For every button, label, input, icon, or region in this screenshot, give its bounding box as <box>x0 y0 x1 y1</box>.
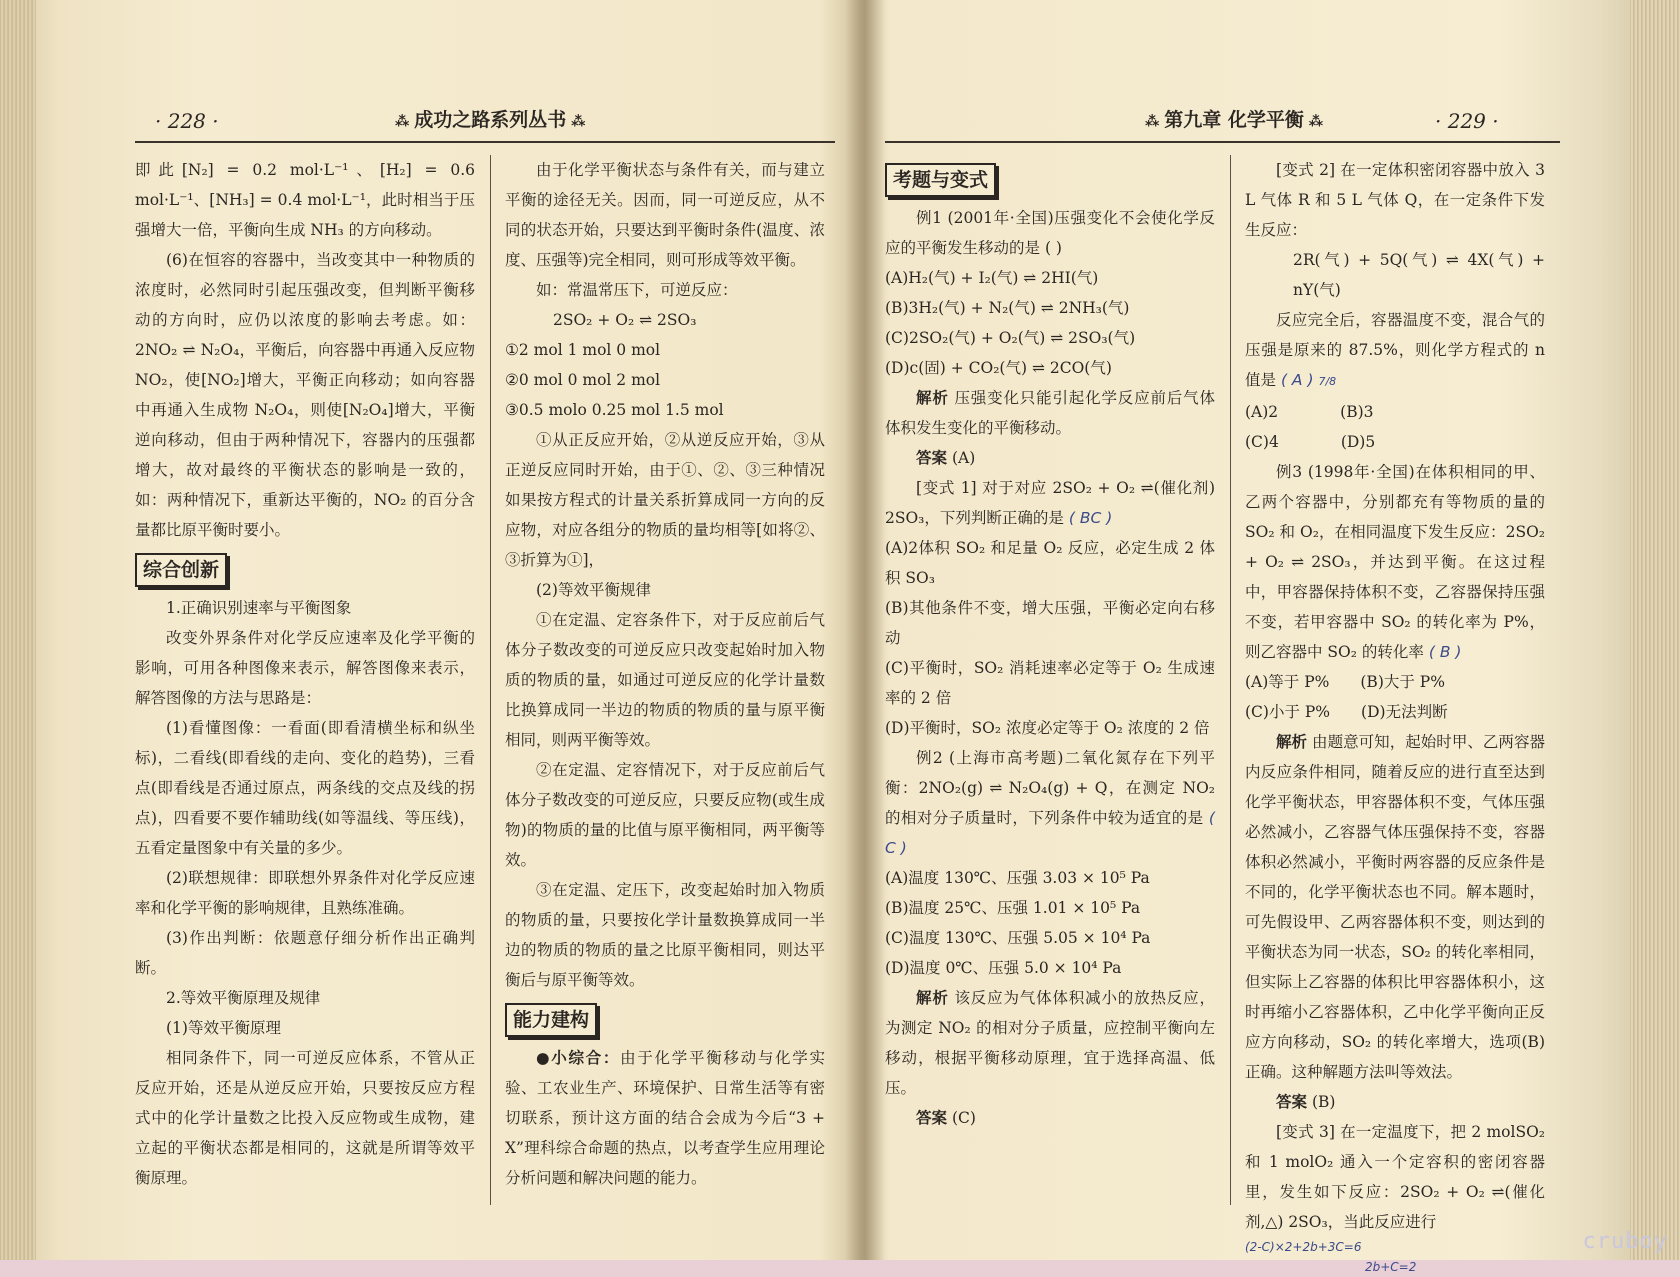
analysis <box>885 383 1215 443</box>
paragraph: 改变外界条件对化学反应速率及化学平衡的影响，可用各种图像来表示，解答图像来表示，解答图像的方法与思路是： <box>135 629 475 707</box>
variant-question <box>885 473 1215 533</box>
left-column-1 <box>135 155 475 1193</box>
paragraph: 相同条件下，同一可逆反应体系，不管从正反应开始，还是从逆反应开始，只要按反应方程式中的化学计量数之比投入反应物或生成物，建立起的平衡状态都是相同的，这就是所谓等效平衡原理。 <box>135 1049 475 1187</box>
triangle-icon: ⁂ <box>566 114 586 130</box>
book-right-edge <box>1630 0 1680 1260</box>
option: (A)温度 130℃、压强 3.03 × 10⁵ Pa <box>885 869 1150 887</box>
right-page-number: · 229 · <box>1435 109 1499 133</box>
left-header-title <box>395 105 585 132</box>
subheading: (2)等效平衡规律 <box>536 581 651 599</box>
option: (A)H₂(气) + I₂(气) ⇌ 2HI(气) <box>885 269 1099 287</box>
question-text: 例3 (1998年·全国)在体积相同的甲、乙两个容器中，分别都充有等物质的量的 SO₂ 和 O₂，在相同温度下发生反应：2SO₂ + O₂ ⇌ 2SO₃，并达到平衡。在这过程中，甲容器保持体积不变，乙容器保持压强不变，若甲容器中 SO₂ 的转化率为 P%，则乙容器中 SO₂ 的转化率 <box>1245 463 1545 661</box>
paragraph: ②在定温、定容情况下，对于反应前后气体分子数改变的可逆反应，只要反应物(或生成物)的物质的量的比值与原平衡相同，两平衡等效。 <box>505 761 825 869</box>
handwritten-note: (2-C)×2+2b+3C=6 <box>1245 1240 1362 1254</box>
analysis <box>885 983 1215 1103</box>
option: (C)小于 P% <box>1245 703 1331 721</box>
variant-question: [变式 3] 在一定温度下，把 2 molSO₂ 和 1 molO₂ 通入一个定容积的密闭容器里，发生如下反应：2SO₂ + O₂ ⇌(催化剂,△) 2SO₃，当此反应进行 <box>1245 1123 1545 1231</box>
answer <box>885 1103 1215 1133</box>
right-column-1 <box>885 155 1215 1133</box>
example-question <box>885 203 1215 263</box>
table-row: ①2 mol 1 mol 0 mol <box>505 341 661 359</box>
paragraph-text: 由于化学平衡移动与化学实验、工农业生产、环境保护、日常生活等有密切联系，预计这方面的结合会成为今后“3 + X”理科综合命题的热点，以考查学生应用理论分析问题和解决问题的能力。 <box>505 1049 825 1187</box>
watermark: cruboy <box>1582 1229 1668 1254</box>
option: (A)2体积 SO₂ 和足量 O₂ 反应，必定生成 2 体积 SO₃ <box>885 539 1215 587</box>
example-question <box>885 743 1215 863</box>
option: (D)5 <box>1340 433 1376 451</box>
option: (D)温度 0℃、压强 5.0 × 10⁴ Pa <box>885 959 1122 977</box>
subheading: 1.正确识别速率与平衡图象 <box>166 599 352 617</box>
handwritten-answer: ( BC ) <box>1068 509 1113 527</box>
option-row <box>1245 397 1545 427</box>
paragraph: (1)看懂图像：一看面(即看清横坐标和纵坐标)，二看线(即看线的走向、变化的趋势)，三看点(即看线是否通过原点，两条线的交点及线的拐点)，四看要不要作辅助线(如等温线、等压线)，五看定量图象中有关量的多少。 <box>135 719 475 857</box>
option: (B)3H₂(气) + N₂(气) ⇌ 2NH₃(气) <box>885 299 1130 317</box>
left-column-2 <box>505 155 825 1193</box>
option-row <box>1245 697 1545 727</box>
bullet-label: ●小综合： <box>536 1048 621 1067</box>
analysis <box>1245 727 1545 1087</box>
table-row: ③0.5 molo 0.25 mol 1.5 mol <box>505 401 724 419</box>
question-text: 例2 (上海市高考题)二氧化氮存在下列平衡：2NO₂(g) ⇌ N₂O₄(g) + Q，在测定 NO₂ 的相对分子质量时，下列条件中较为适宜的是 <box>885 749 1215 827</box>
right-header-title <box>1145 105 1323 132</box>
answer-label: 答案 <box>916 1108 948 1127</box>
series-title: 成功之路系列丛书 <box>414 109 567 131</box>
answer-value: (A) <box>951 449 976 467</box>
answer <box>1245 1087 1545 1117</box>
answer-value: (C) <box>951 1109 976 1127</box>
paragraph: 如：常温常压下，可逆反应： <box>536 281 738 299</box>
question-text: [变式 1] 对于对应 2SO₂ + O₂ ⇌(催化剂) 2SO₃，下列判断正确的是 <box>885 479 1215 527</box>
option: (D)平衡时，SO₂ 浓度必定等于 O₂ 浓度的 2 倍 <box>885 719 1210 737</box>
option: (A)2 <box>1245 403 1279 421</box>
option: (B)大于 P% <box>1360 673 1445 691</box>
answer-blank: ( ) <box>1044 239 1062 257</box>
option: (C)2SO₂(气) + O₂(气) ⇌ 2SO₃(气) <box>885 329 1136 347</box>
option: (D)c(固) + CO₂(气) ⇌ 2CO(气) <box>885 359 1112 377</box>
left-page-header <box>135 95 835 143</box>
paragraph: (3)作出判断：依题意仔细分析作出正确判断。 <box>135 929 475 977</box>
option: (B)温度 25℃、压强 1.01 × 10⁵ Pa <box>885 899 1141 917</box>
question-text <box>1245 305 1545 397</box>
option: (B)3 <box>1340 403 1374 421</box>
equation: 2SO₂ + O₂ ⇌ 2SO₃ <box>553 311 697 329</box>
option: (A)等于 P% <box>1245 673 1330 691</box>
subheading: (1)等效平衡原理 <box>166 1019 281 1037</box>
left-page <box>135 95 835 1245</box>
analysis-text: 压强变化只能引起化学反应前后气体体积发生变化的平衡移动。 <box>885 389 1215 437</box>
option: (B)其他条件不变，增大压强，平衡必定向右移动 <box>885 599 1215 647</box>
paragraph: 由于化学平衡状态与条件有关，而与建立平衡的途径无关。因而，同一可逆反应，从不同的状态开始，只要达到平衡时条件(温度、浓度、压强等)完全相同，则可形成等效平衡。 <box>505 161 825 269</box>
triangle-icon: ⁂ <box>1303 114 1324 130</box>
handwritten-note: 7/8 <box>1318 375 1337 388</box>
paragraph: (6)在恒容的容器中，当改变其中一种物质的浓度时，必然同时引起压强改变，但判断平衡移动的方向时，应仍以浓度的影响去考虑。如：2NO₂ ⇌ N₂O₄，平衡后，向容器中再通入反应物 NO₂，使[NO₂]增大，平衡正向移动；如向容器中再通入生成物 N₂O₄，则使[N₂O₄]增大，平衡逆向移动，但由于两种情况下，容器内的压强都增大，故对最终的平衡状态的影响是一致的，如：两种情况下，重新达平衡的，NO₂ 的百分含量都比原平衡时要小。 <box>135 251 475 539</box>
paragraph: ③在定温、定压下，改变起始时加入物质的物质的量，只要按化学计量数换算成同一半边的物质的物质的量之比原平衡相同，则达平衡后与原平衡等效。 <box>505 881 825 989</box>
option: (C)4 <box>1245 433 1279 451</box>
column-divider <box>490 155 491 1205</box>
answer-label: 答案 <box>916 448 948 467</box>
subheading: 2.等效平衡原理及规律 <box>166 989 321 1007</box>
analysis-label: 解析 <box>916 388 949 407</box>
paragraph: (2)联想规律：即联想外界条件对化学反应速率和化学平衡的影响规律，且熟练准确。 <box>135 869 475 917</box>
section-heading: 综合创新 <box>135 553 227 587</box>
option-row <box>1245 427 1545 457</box>
variant-question: [变式 2] 在一定体积密闭容器中放入 3 L 气体 R 和 5 L 气体 Q，在一定条件下发生反应： <box>1245 161 1545 239</box>
right-page-header <box>885 95 1560 143</box>
section-heading: 考题与变式 <box>885 163 996 197</box>
analysis-text: 该反应为气体体积减小的放热反应，为测定 NO₂ 的相对分子质量，应控制平衡向左移动，根据平衡移动原理，宜于选择高温、低压。 <box>885 989 1215 1097</box>
handwritten-note: 2b+C=2 <box>1365 1260 1417 1274</box>
chapter-title: 第九章 化学平衡 <box>1164 109 1304 131</box>
paragraph: 即此[N₂] = 0.2 mol·L⁻¹、[H₂] = 0.6 mol·L⁻¹、[NH₃] = 0.4 mol·L⁻¹，此时相当于压强增大一倍，平衡向生成 NH₃ 的方向移动。 <box>135 161 475 239</box>
triangle-icon: ⁂ <box>1145 114 1165 130</box>
option-row <box>1245 667 1545 697</box>
answer-label: 答案 <box>1276 1092 1308 1111</box>
example-question <box>1245 457 1545 667</box>
handwritten-answer: ( B ) <box>1428 643 1462 661</box>
triangle-icon: ⁂ <box>395 114 415 130</box>
answer-value: (B) <box>1311 1093 1336 1111</box>
book-gutter <box>845 0 885 1260</box>
handwritten-answer: ( A ) <box>1280 371 1314 389</box>
table-row: ②0 mol 0 mol 2 mol <box>505 371 661 389</box>
section-heading: 能力建构 <box>505 1003 597 1037</box>
book-left-edge <box>0 0 36 1260</box>
option: (C)温度 130℃、压强 5.05 × 10⁴ Pa <box>885 929 1151 947</box>
column-divider <box>1230 155 1231 1205</box>
paragraph: ①在定温、定容条件下，对于反应前后气体分子数改变的可逆反应只改变起始时加入物质的物质的量，如通过可逆反应的化学计量数比换算成同一半边的物质的物质的量与原平衡相同，则两平衡等效。 <box>505 611 825 749</box>
option: (D)无法判断 <box>1361 703 1448 721</box>
question-text: 例1 (2001年·全国)压强变化不会使化学反应的平衡发生移动的是 <box>885 209 1215 257</box>
left-page-number: · 228 · <box>155 109 219 133</box>
analysis-label: 解析 <box>916 988 949 1007</box>
equation: 2R(气) + 5Q(气) ⇌ 4X(气) + nY(气) <box>1293 251 1545 299</box>
analysis-text: 由题意可知，起始时甲、乙两容器内反应条件相同，随着反应的进行直至达到化学平衡状态，甲容器体积不变，气体压强必然减小，乙容器气体压强保持不变，容器体积必然减小，平衡时两容器的反应条件是不同的，化学平衡状态也不同。解本题时，可先假设甲、乙两容器体积不变，则达到的平衡状态为同一状态，SO₂ 的转化率相同，但实际上乙容器的体积比甲容器体积小，这时再缩小乙容器体积，乙中化学平衡向正反应方向移动，SO₂ 的转化率增大，选项(B)正确。这种解题方法叫等效法。 <box>1245 733 1545 1081</box>
paragraph <box>505 1043 825 1193</box>
paragraph: ①从正反应开始，②从逆反应开始，③从正逆反应同时开始，由于①、②、③三种情况如果按方程式的计量关系折算成同一方向的反应物，对应各组分的物质的量均相等[如将②、③折算为①]， <box>505 431 825 569</box>
analysis-label: 解析 <box>1276 732 1308 751</box>
option: (C)平衡时，SO₂ 消耗速率必定等于 O₂ 生成速率的 2 倍 <box>885 659 1215 707</box>
question-body: 反应完全后，容器温度不变，混合气的压强是原来的 87.5%，则化学方程式的 n 值是 <box>1245 311 1545 389</box>
right-page <box>885 95 1560 1274</box>
answer <box>885 443 1215 473</box>
right-column-2 <box>1245 155 1545 1277</box>
handwritten-answer: ( C ) <box>885 809 1215 857</box>
